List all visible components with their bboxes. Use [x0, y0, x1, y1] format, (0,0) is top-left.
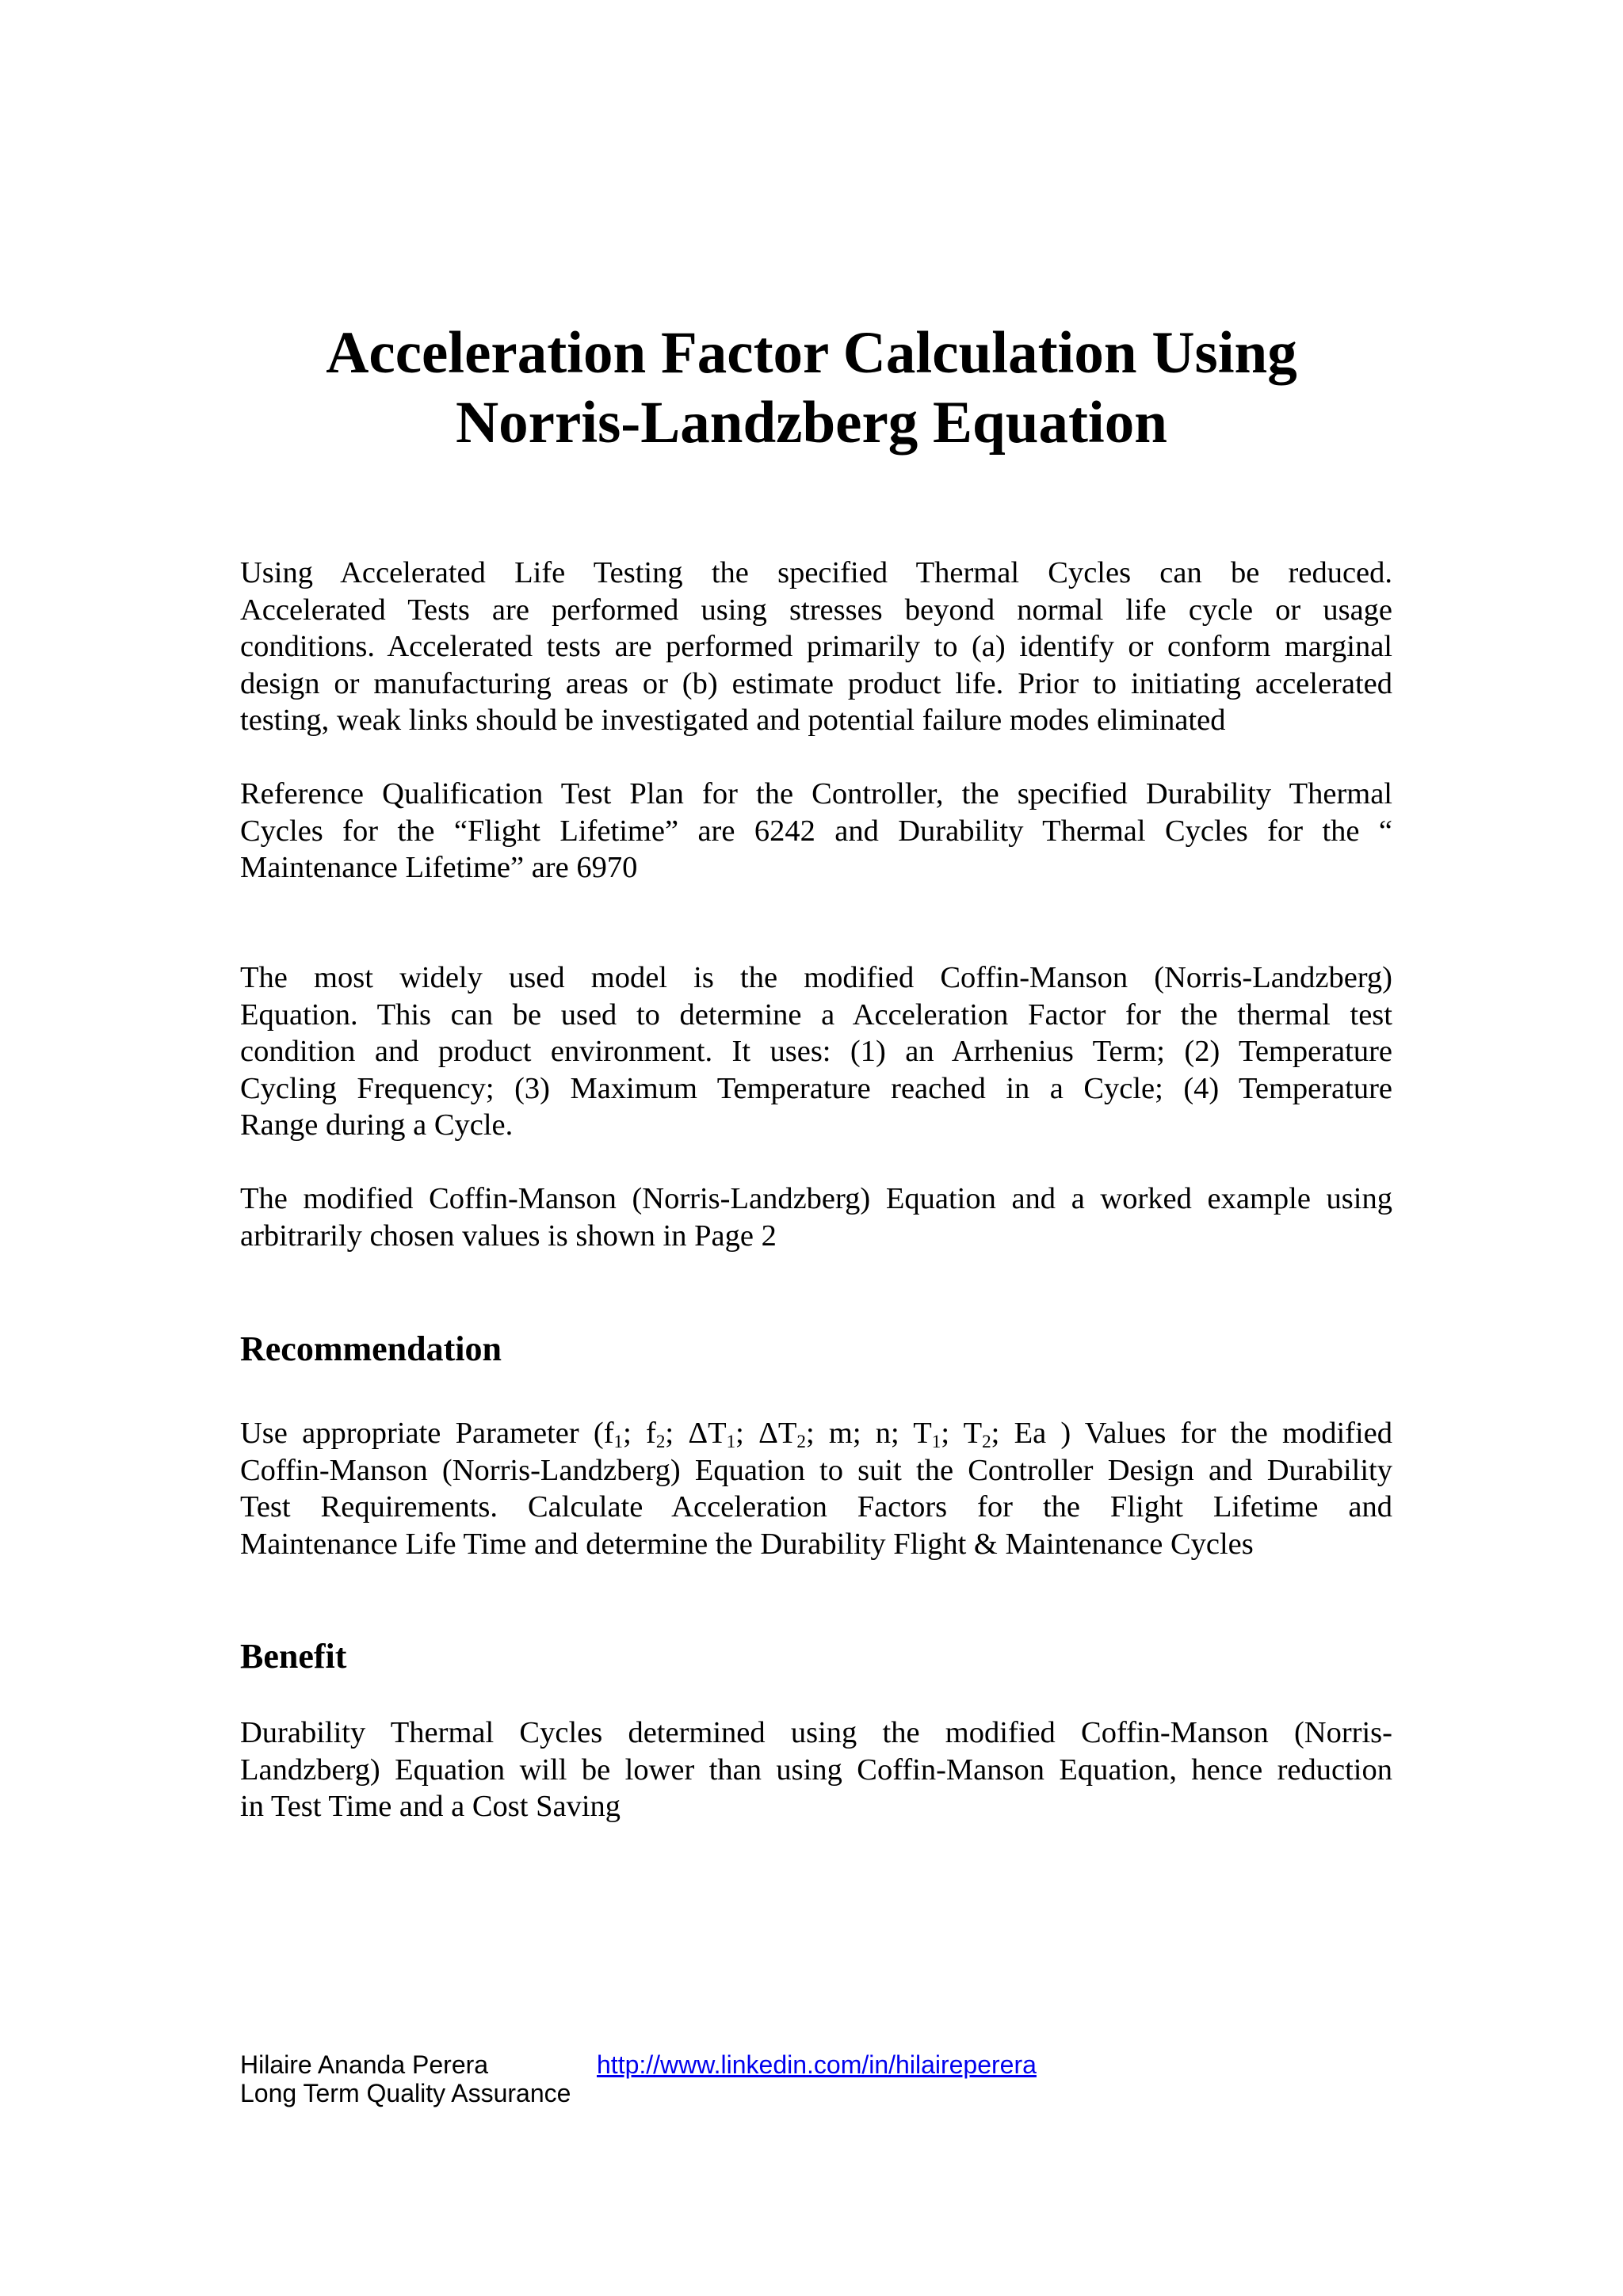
author-role: Long Term Quality Assurance [240, 2079, 571, 2107]
text-line: testing, weak links should be investigated and potential failure modes eliminated [240, 704, 1226, 737]
page-footer [240, 2050, 1037, 2107]
linkedin-link[interactable]: http://www.linkedin.com/in/hilaireperera [597, 2050, 1037, 2079]
parameter-line: Use appropriate Parameter ($f_1$; $f_2$; $\Delta T_1$; $\Delta T_2$; m; n; $T_1$; $T_2$; Ea ) Values for the modified [240, 1417, 1393, 1451]
text-line: Equation. This can be used to determine a Acceleration Factor for the thermal test [240, 997, 1392, 1032]
document-title [238, 318, 1385, 458]
text-line: Maintenance Lifetime” are 6970 [240, 851, 638, 884]
text-line: Reference Qualification Test Plan for the Controller, the specified Durability Thermal [240, 777, 1392, 810]
text-line: conditions. Accelerated tests are performed primarily to (a) identify or conform marginal [240, 630, 1392, 663]
text-line: Range during a Cycle. [240, 1108, 514, 1142]
benefit-paragraph [240, 1714, 1392, 1825]
title-line-1: Acceleration Factor Calculation Using [326, 320, 1297, 386]
recommendation-paragraph [240, 1415, 1392, 1562]
text-line: arbitrarily chosen values is shown in Page 2 [240, 1219, 777, 1253]
text-line: Cycling Frequency; (3) Maximum Temperature reached in a Cycle; (4) Temperature [240, 1071, 1392, 1105]
text-line: Durability Thermal Cycles determined using the modified Coffin-Manson (Norris- [240, 1716, 1392, 1749]
recommendation-heading: Recommendation [240, 1329, 502, 1368]
text-line: Test Requirements. Calculate Acceleration Factors for the Flight Lifetime and [240, 1490, 1392, 1524]
benefit-heading: Benefit [240, 1637, 347, 1676]
text-line: design or manufacturing areas or (b) estimate product life. Prior to initiating accelerated [240, 666, 1392, 700]
example-paragraph [240, 1180, 1392, 1254]
title-line-2: Norris-Landzberg Equation [456, 390, 1167, 456]
text-line: Using Accelerated Life Testing the specified Thermal Cycles can be reduced. [240, 556, 1392, 589]
text-line: Accelerated Tests are performed using stresses beyond normal life cycle or usage [240, 593, 1392, 627]
text-line: Landzberg) Equation will be lower than using Coffin-Manson Equation, hence reduction [240, 1753, 1392, 1787]
intro-paragraph [240, 555, 1392, 739]
text-line: condition and product environment. It uses: (1) an Arrhenius Term; (2) Temperature [240, 1035, 1392, 1068]
reference-paragraph [240, 776, 1392, 887]
text-line: Cycles for the “Flight Lifetime” are 6242 and Durability Thermal Cycles for the “ [240, 814, 1392, 848]
text-line: Coffin-Manson (Norris-Landzberg) Equation to suit the Controller Design and Durability [240, 1453, 1392, 1487]
text-line: Maintenance Life Time and determine the Durability Flight & Maintenance Cycles [240, 1527, 1254, 1561]
model-paragraph [240, 959, 1392, 1144]
text-line: The most widely used model is the modified Coffin-Manson (Norris-Landzberg) [240, 961, 1392, 994]
text-line: The modified Coffin-Manson (Norris-Landzberg) Equation and a worked example using [240, 1182, 1392, 1215]
author-name: Hilaire Ananda Perera [240, 2050, 489, 2079]
text-line: in Test Time and a Cost Saving [240, 1790, 621, 1823]
footer-row-1 [240, 2050, 1037, 2079]
